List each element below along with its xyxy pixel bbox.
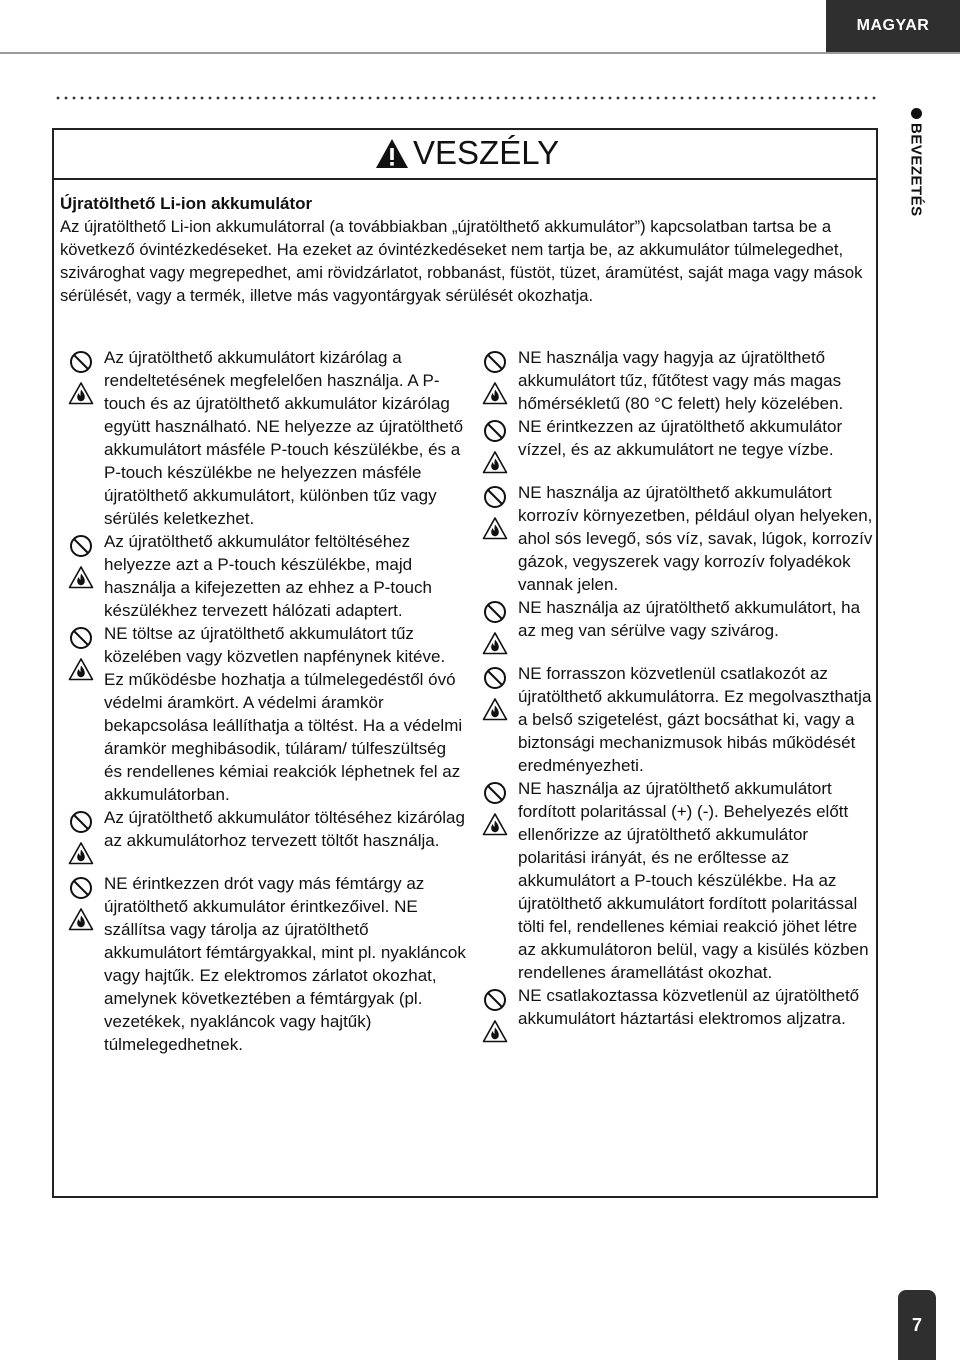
item-text: NE használja az újratölthető akkumulátort, ha az meg van sérülve vagy szivárog. (518, 598, 861, 640)
item-text: Az újratölthető akkumulátor töltéséhez kizárólag az akkumulátorhoz tervezett töltőt használja. (104, 808, 465, 850)
fire-warning-icon (482, 1019, 508, 1043)
left-column (58, 346, 468, 1056)
list-item (472, 346, 874, 415)
right-column (472, 346, 874, 1050)
list-item (58, 806, 468, 872)
fire-warning-icon (68, 565, 94, 589)
language-tab: MAGYAR (826, 0, 960, 52)
fire-warning-icon (68, 381, 94, 405)
fire-warning-icon (68, 657, 94, 681)
fire-warning-icon (482, 697, 508, 721)
list-item (472, 596, 874, 662)
item-text: NE használja az újratölthető akkumulátort korrozív környezetben, például olyan helyeken, ahol sós levegő, sós víz, savak, lúgok, korrozív gázok, vegyszerek vagy korrozív folyadékok vannak jelen. (518, 483, 873, 594)
item-text: NE érintkezzen az újratölthető akkumulátor vízzel, és az akkumulátort ne tegye vízbe. (518, 417, 843, 459)
fire-warning-icon (68, 841, 94, 865)
list-item (58, 872, 468, 1056)
danger-title: VESZÉLY (413, 134, 560, 171)
prohibited-icon (483, 350, 507, 374)
item-text: NE használja az újratölthető akkumulátort fordított polaritással (+) (-). Behelyezés előtt ellenőrizze az újratölthető akkumulátor polaritási irányát, és ne erőltesse az akkumulátort a P-touch készülékbe. Ha az újratölthető akkumulátort fordított polaritással tölti fel, rendellenes kémiai reakció jöhet létre az akkumulátoron belül, vagy a kisülés közben rendellenes áramellátást okozhat. (518, 779, 869, 982)
list-item (58, 622, 468, 806)
list-item (58, 530, 468, 622)
fire-warning-icon (482, 631, 508, 655)
prohibited-icon (483, 781, 507, 805)
warning-icon (375, 138, 409, 169)
item-text: NE csatlakoztassa közvetlenül az újratölthető akkumulátort háztartási elektromos aljzatra. (518, 986, 860, 1028)
list-item (472, 984, 874, 1050)
intro-body: Az újratölthető Li-ion akkumulátorral (a továbbiakban „újratölthető akkumulátor”) kapcsolatban tartsa be a következő óvintézkedéseket. Ha ezeket az óvintézkedéseket nem tartja be, az akkumulátor túlmelegedhet, szivároghat vagy megrepedhet, ami rövidzárlatot, robbanást, füstöt, tüzet, áramütést, saját maga vagy mások sérülését, vagy a termék, illetve más vagyontárgyak sérülését okozhatja. (60, 217, 863, 305)
danger-banner (52, 130, 878, 180)
item-text: Az újratölthető akkumulátort kizárólag a rendeltetésének megfelelően használja. A P-touch és az újratölthető akkumulátor kizárólag együtt használható. NE helyezze az újratölthető akkumulátort másféle P-touch készülékbe, és a P-touch készülékbe ne helyezzen másféle újratölthető akkumulátort, különben tűz vagy sérülés keletkezhet. (104, 348, 464, 528)
bullet-icon (911, 108, 922, 119)
list-item (58, 346, 468, 530)
intro-heading: Újratölthető Li-ion akkumulátor (60, 194, 313, 213)
prohibited-icon (483, 988, 507, 1012)
section-side-title (904, 108, 928, 217)
dotted-separator (54, 96, 878, 100)
prohibited-icon (69, 876, 93, 900)
item-text: NE érintkezzen drót vagy más fémtárgy az újratölthető akkumulátor érintkezőivel. NE szállítsa vagy tárolja az újratölthető akkumulátort fémtárgyakkal, mint pl. nyakláncok vagy hajtűk. Ez elektromos zárlatot okozhat, amelynek következtében a fémtárgyak (pl. vezetékek, nyakláncok vagy hajtűk) túlmelegedhetnek. (104, 874, 466, 1054)
list-item (472, 415, 874, 481)
prohibited-icon (69, 350, 93, 374)
fire-warning-icon (482, 381, 508, 405)
fire-warning-icon (482, 516, 508, 540)
prohibited-icon (483, 600, 507, 624)
intro-section (60, 192, 878, 307)
list-item (472, 662, 874, 777)
danger-box (52, 128, 878, 1198)
item-text: Az újratölthető akkumulátor feltöltéséhez helyezze azt a P-touch készülékbe, majd használja a kifejezetten az ehhez a P-touch készülékhez tervezett hálózati adaptert. (104, 532, 432, 620)
prohibited-icon (483, 666, 507, 690)
list-item (472, 481, 874, 596)
prohibited-icon (483, 419, 507, 443)
fire-warning-icon (68, 907, 94, 931)
header-divider (0, 52, 960, 54)
side-title-text: BEVEZETÉS (907, 123, 925, 217)
prohibited-icon (69, 626, 93, 650)
item-text: NE töltse az újratölthető akkumulátort tűz közelében vagy közvetlen napfénynek kitéve. Ez működésbe hozhatja a túlmelegedéstől óvó védelmi áramkört. A védelmi áramkör bekapcsolása leállíthatja a töltést. Ha a védelmi áramkör meghibásodik, túláram/ túlfeszültség és rendellenes kémiai reakciók léphetnek fel az akkumulátorban. (104, 624, 463, 804)
prohibited-icon (483, 485, 507, 509)
fire-warning-icon (482, 812, 508, 836)
prohibited-icon (69, 810, 93, 834)
item-text: NE forrasszon közvetlenül csatlakozót az újratölthető akkumulátorra. Ez megolvaszthatja a belső szigetelést, gázt bocsáthat ki, vagy a biztonsági mechanizmusok hibás működését eredményezheti. (518, 664, 872, 775)
prohibited-icon (69, 534, 93, 558)
item-text: NE használja vagy hagyja az újratölthető akkumulátort tűz, fűtőtest vagy más magas hőmérsékletű (80 °C felett) hely közelében. (518, 348, 844, 413)
fire-warning-icon (482, 450, 508, 474)
list-item (472, 777, 874, 984)
page-number: 7 (898, 1290, 936, 1360)
